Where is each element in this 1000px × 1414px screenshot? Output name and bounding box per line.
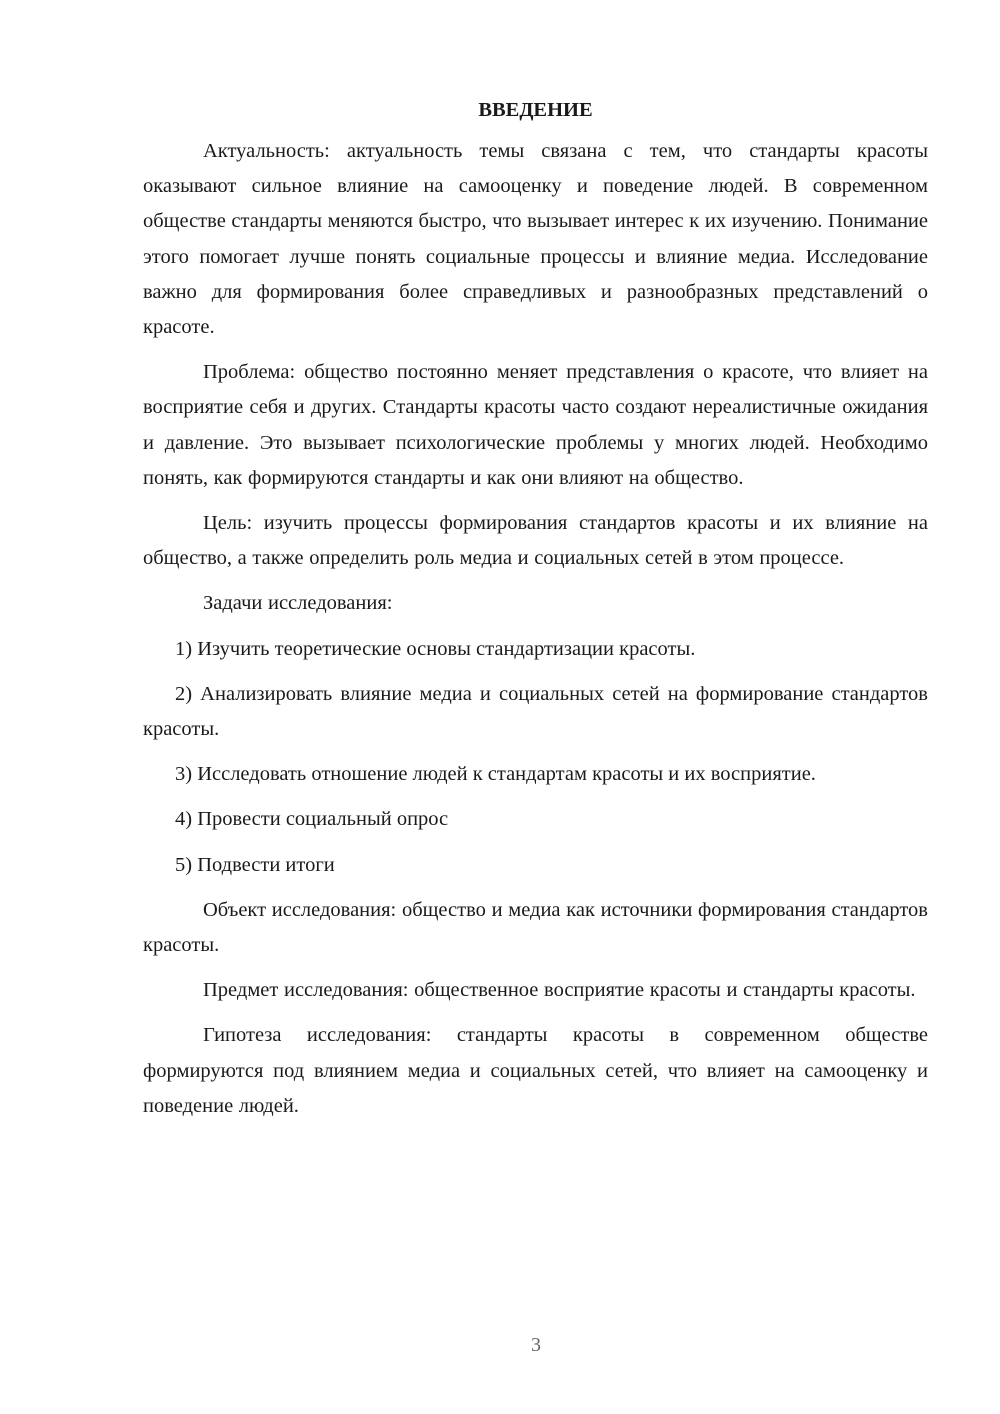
page-title: ВВЕДЕНИЕ bbox=[478, 99, 593, 121]
paragraph-subject: Предмет исследования: общественное восприятие красоты и стандарты красоты. bbox=[203, 979, 916, 1002]
task-item-4: 4) Провести социальный опрос bbox=[175, 808, 449, 831]
paragraph-tasks-heading: Задачи исследования: bbox=[203, 592, 393, 615]
document-body bbox=[143, 92, 928, 1134]
paragraph-hypothesis: Гипотеза исследования: стандарты красоты в современном обществе формируются под влиянием медиа и социальных сетей, что влияет на самооценку и поведение людей. bbox=[143, 1024, 928, 1117]
task-item-1: 1) Изучить теоретические основы стандартизации красоты. bbox=[175, 637, 696, 660]
task-item-5: 5) Подвести итоги bbox=[175, 853, 335, 876]
paragraph-relevance: Актуальность: актуальность темы связана с тем, что стандарты красоты оказывают сильное влияние на самооценку и поведение людей. В современном обществе стандарты меняются быстро, что вызывает интерес к их изучению. Понимание этого помогает лучше понять социальные процессы и влияние медиа. Исследование важно для формирования более справедливых и разнообразных представлений о красоте. bbox=[143, 140, 928, 339]
paragraph-goal: Цель: изучить процессы формирования стандартов красоты и их влияние на общество, а также определить роль медиа и социальных сетей в этом процессе. bbox=[143, 512, 928, 570]
task-item-2: 2) Анализировать влияние медиа и социальных сетей на формирование стандартов красоты. bbox=[143, 682, 928, 741]
task-item-3: 3) Исследовать отношение людей к стандартам красоты и их восприятие. bbox=[175, 763, 816, 786]
paragraph-object: Объект исследования: общество и медиа как источники формирования стандартов красоты. bbox=[143, 898, 928, 957]
paragraph-problem: Проблема: общество постоянно меняет представления о красоте, что влияет на восприятие себя и других. Стандарты красоты часто создают нереалистичные ожидания и давление. Это вызывает психологические проблемы у многих людей. Необходимо понять, как формируются стандарты и как они влияют на общество. bbox=[143, 361, 928, 489]
page-number: 3 bbox=[531, 1334, 541, 1356]
